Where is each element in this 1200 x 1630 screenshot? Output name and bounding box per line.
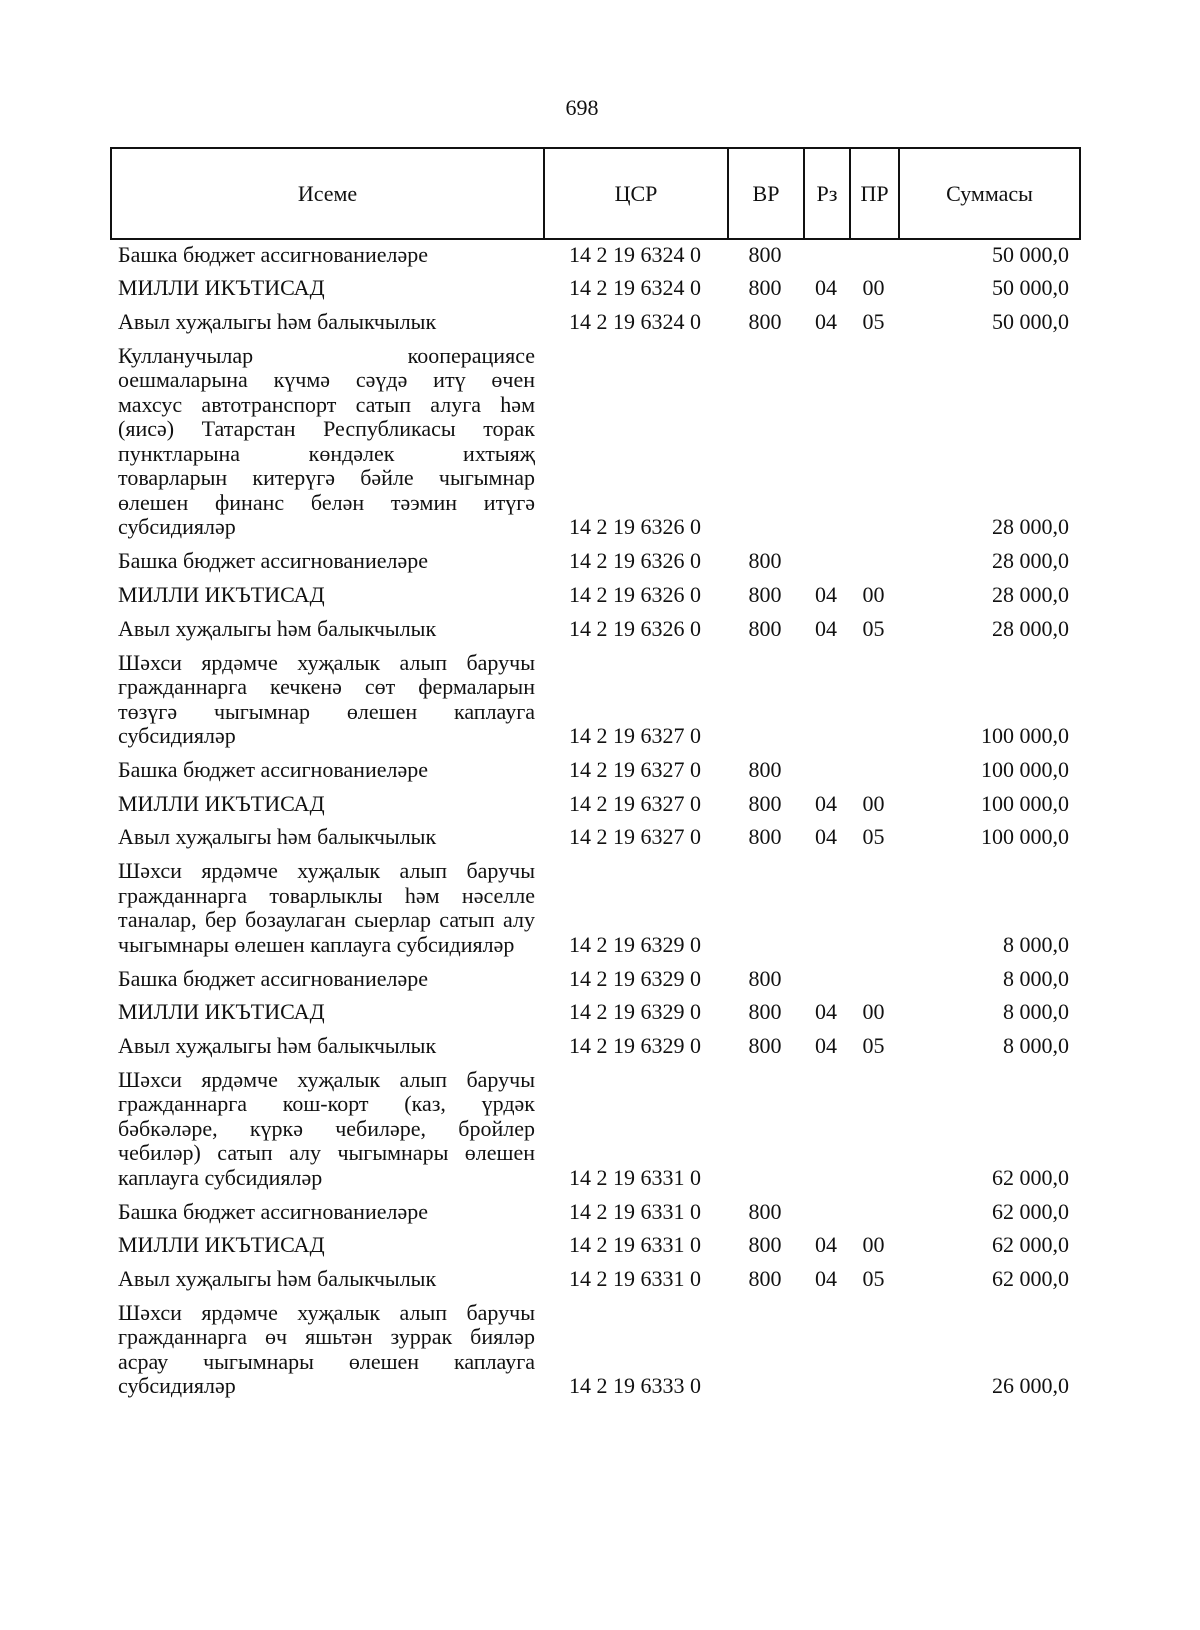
pr-code: 05 — [862, 309, 885, 335]
vr-code: 800 — [748, 582, 782, 608]
pr-code: 00 — [862, 790, 885, 816]
item-name-line: гражданнарга товарлыклы һәм нәселле — [118, 882, 535, 908]
item-name-line: таналар, бер бозаулаган сыерлар сатып алу — [118, 907, 535, 933]
column-header-vr: ВР — [727, 149, 803, 238]
table-row — [110, 753, 1081, 787]
item-name — [110, 758, 543, 783]
table-row — [110, 1229, 1081, 1263]
vr-code: 800 — [748, 790, 782, 816]
csr-code: 14 2 19 6331 0 — [569, 1198, 701, 1224]
item-name-line: Башка бюджет ассигнованиеләре — [118, 965, 428, 991]
csr-code: 14 2 19 6326 0 — [569, 615, 701, 641]
pr-code: 00 — [862, 1232, 885, 1258]
table-header — [110, 147, 1081, 240]
vr-code: 800 — [748, 824, 782, 850]
csr-code: 14 2 19 6329 0 — [569, 999, 701, 1025]
item-name — [110, 1034, 543, 1059]
item-name-line: гражданнарга кош-корт (каз, үрдәк — [118, 1091, 535, 1117]
amount: 100 000,0 — [981, 723, 1069, 749]
table-row — [110, 272, 1081, 306]
item-name-line: Авыл хуҗалыгы һәм балыкчылык — [118, 824, 437, 850]
csr-code: 14 2 19 6327 0 — [569, 790, 701, 816]
item-name-line: Кулланучылар кооперациясе — [118, 342, 535, 368]
pr-code: 00 — [862, 582, 885, 608]
item-name-line: махсус автотранспорт сатып алуга һәм — [118, 391, 535, 417]
item-name-line: оешмаларына күчмә сәүдә итү өчен — [118, 367, 535, 393]
rz-code: 04 — [815, 1232, 837, 1258]
rz-code: 04 — [815, 1266, 837, 1292]
item-name-line: Шәхси ярдәмче хуҗалык алып баручы — [118, 858, 535, 884]
item-name — [110, 1267, 543, 1292]
vr-code: 800 — [748, 548, 782, 574]
table-row — [110, 646, 1081, 753]
column-header-name: Исеме — [297, 180, 358, 206]
table-row — [110, 996, 1081, 1030]
item-name — [110, 310, 543, 335]
item-name-line: МИЛЛИ ИКЪТИСАД — [118, 275, 325, 301]
pr-code: 05 — [862, 1033, 885, 1059]
amount: 28 000,0 — [992, 615, 1069, 641]
amount: 62 000,0 — [992, 1164, 1069, 1190]
item-name-line: Башка бюджет ассигнованиеләре — [118, 548, 428, 574]
vr-code: 800 — [748, 999, 782, 1025]
csr-code: 14 2 19 6331 0 — [569, 1232, 701, 1258]
vr-code: 800 — [748, 1232, 782, 1258]
item-name — [110, 825, 543, 850]
pr-code: 05 — [862, 615, 885, 641]
item-name-line: асрау чыгымнары өлешен каплауга — [118, 1348, 535, 1374]
item-name-line: бәбкәләре, күркә чебиләре, бройлер — [118, 1115, 535, 1141]
csr-code: 14 2 19 6326 0 — [569, 514, 701, 540]
item-name — [110, 583, 543, 608]
csr-code: 14 2 19 6333 0 — [569, 1373, 701, 1399]
amount: 100 000,0 — [981, 790, 1069, 816]
table-row — [110, 545, 1081, 579]
item-name — [110, 792, 543, 817]
page-number: 698 — [565, 95, 599, 120]
item-name-line: Башка бюджет ассигнованиеләре — [118, 1198, 428, 1224]
amount: 62 000,0 — [992, 1198, 1069, 1224]
table-row — [110, 339, 1081, 544]
pr-code: 00 — [862, 999, 885, 1025]
column-header-rz: Рз — [803, 149, 849, 238]
csr-code: 14 2 19 6331 0 — [569, 1164, 701, 1190]
item-name — [110, 276, 543, 301]
item-name-line: Шәхси ярдәмче хуҗалык алып баручы — [118, 1299, 535, 1325]
item-name — [110, 967, 543, 992]
item-name-line: чебиләр) сатып алу чыгымнары өлешен — [118, 1140, 535, 1166]
item-name-line: субсидияләр — [118, 514, 236, 540]
csr-code: 14 2 19 6329 0 — [569, 965, 701, 991]
table-row — [110, 306, 1081, 340]
amount: 28 000,0 — [992, 582, 1069, 608]
table-row — [110, 962, 1081, 996]
amount: 100 000,0 — [981, 756, 1069, 782]
item-name-line: өлешен финанс белән тәэмин итүгә — [118, 489, 535, 515]
table-row — [110, 612, 1081, 646]
table-row — [110, 578, 1081, 612]
csr-code: 14 2 19 6329 0 — [569, 931, 701, 957]
item-name-line: Шәхси ярдәмче хуҗалык алып баручы — [118, 649, 535, 675]
item-name-line: Авыл хуҗалыгы һәм балыкчылык — [118, 1033, 437, 1059]
vr-code: 800 — [748, 756, 782, 782]
budget-table — [110, 147, 1081, 1399]
pr-code: 05 — [862, 1266, 885, 1292]
vr-code: 800 — [748, 615, 782, 641]
amount: 8 000,0 — [1003, 1033, 1069, 1059]
table-row — [110, 238, 1081, 272]
item-name-line: Авыл хуҗалыгы һәм балыкчылык — [118, 615, 437, 641]
csr-code: 14 2 19 6326 0 — [569, 582, 701, 608]
rz-code: 04 — [815, 1033, 837, 1059]
item-name — [110, 1000, 543, 1025]
table-row — [110, 1063, 1081, 1195]
csr-code: 14 2 19 6327 0 — [569, 756, 701, 782]
item-name — [110, 344, 543, 540]
item-name-line: МИЛЛИ ИКЪТИСАД — [118, 582, 325, 608]
vr-code: 800 — [748, 275, 782, 301]
amount: 62 000,0 — [992, 1266, 1069, 1292]
pr-code: 05 — [862, 824, 885, 850]
item-name — [110, 549, 543, 574]
item-name — [110, 243, 543, 268]
vr-code: 800 — [748, 1266, 782, 1292]
item-name-line: субсидияләр — [118, 1373, 236, 1399]
rz-code: 04 — [815, 309, 837, 335]
vr-code: 800 — [748, 1033, 782, 1059]
vr-code: 800 — [748, 965, 782, 991]
table-row — [110, 1029, 1081, 1063]
csr-code: 14 2 19 6327 0 — [569, 824, 701, 850]
item-name-line: каплауга субсидияләр — [118, 1164, 323, 1190]
csr-code: 14 2 19 6331 0 — [569, 1266, 701, 1292]
item-name-line: гражданнарга кечкенә сөт фермаларын — [118, 674, 535, 700]
table-row — [110, 821, 1081, 855]
item-name-line: Авыл хуҗалыгы һәм балыкчылык — [118, 1266, 437, 1292]
amount: 8 000,0 — [1003, 999, 1069, 1025]
table-row — [110, 855, 1081, 962]
column-header-sum: Суммасы — [898, 149, 1079, 238]
csr-code: 14 2 19 6327 0 — [569, 723, 701, 749]
vr-code: 800 — [748, 1198, 782, 1224]
csr-code: 14 2 19 6329 0 — [569, 1033, 701, 1059]
vr-code: 800 — [748, 241, 782, 267]
item-name-line: Башка бюджет ассигнованиеләре — [118, 756, 428, 782]
csr-code: 14 2 19 6324 0 — [569, 275, 701, 301]
item-name-line: МИЛЛИ ИКЪТИСАД — [118, 999, 325, 1025]
item-name — [110, 1233, 543, 1258]
csr-code: 14 2 19 6324 0 — [569, 241, 701, 267]
vr-code: 800 — [748, 309, 782, 335]
amount: 62 000,0 — [992, 1232, 1069, 1258]
item-name — [110, 1301, 543, 1399]
amount: 8 000,0 — [1003, 931, 1069, 957]
item-name-line: төзүгә чыгымнар өлешен каплауга — [118, 698, 535, 724]
csr-code: 14 2 19 6326 0 — [569, 548, 701, 574]
rz-code: 04 — [815, 582, 837, 608]
item-name-line: Авыл хуҗалыгы һәм балыкчылык — [118, 309, 437, 335]
item-name — [110, 1068, 543, 1191]
rz-code: 04 — [815, 275, 837, 301]
rz-code: 04 — [815, 790, 837, 816]
pr-code: 00 — [862, 275, 885, 301]
item-name — [110, 617, 543, 642]
item-name-line: гражданнарга өч яшьтән зуррак бияләр — [118, 1324, 535, 1350]
item-name — [110, 651, 543, 749]
item-name-line: Шәхси ярдәмче хуҗалык алып баручы — [118, 1066, 535, 1092]
rz-code: 04 — [815, 999, 837, 1025]
item-name-line: МИЛЛИ ИКЪТИСАД — [118, 1232, 325, 1258]
table-row — [110, 1296, 1081, 1403]
csr-code: 14 2 19 6324 0 — [569, 309, 701, 335]
amount: 50 000,0 — [992, 241, 1069, 267]
item-name-line: чыгымнары өлешен каплауга субсидияләр — [118, 931, 515, 957]
amount: 8 000,0 — [1003, 965, 1069, 991]
amount: 50 000,0 — [992, 309, 1069, 335]
item-name-line: субсидияләр — [118, 723, 236, 749]
table-row — [110, 1263, 1081, 1297]
rz-code: 04 — [815, 824, 837, 850]
item-name-line: (яисә) Татарстан Республикасы торак — [118, 416, 535, 442]
rz-code: 04 — [815, 615, 837, 641]
column-header-pr: ПР — [849, 149, 898, 238]
item-name-line: товарларын китерүгә бәйле чыгымнар — [118, 465, 535, 491]
item-name — [110, 1200, 543, 1225]
amount: 28 000,0 — [992, 548, 1069, 574]
table-row — [110, 1195, 1081, 1229]
item-name-line: пунктларына көндәлек ихтыяҗ — [118, 440, 535, 466]
amount: 26 000,0 — [992, 1373, 1069, 1399]
amount: 50 000,0 — [992, 275, 1069, 301]
item-name-line: Башка бюджет ассигнованиеләре — [118, 241, 428, 267]
table-row — [110, 787, 1081, 821]
item-name-line: МИЛЛИ ИКЪТИСАД — [118, 790, 325, 816]
column-header-csr: ЦСР — [543, 149, 727, 238]
amount: 28 000,0 — [992, 514, 1069, 540]
table-body — [110, 238, 1081, 1404]
amount: 100 000,0 — [981, 824, 1069, 850]
item-name — [110, 859, 543, 957]
